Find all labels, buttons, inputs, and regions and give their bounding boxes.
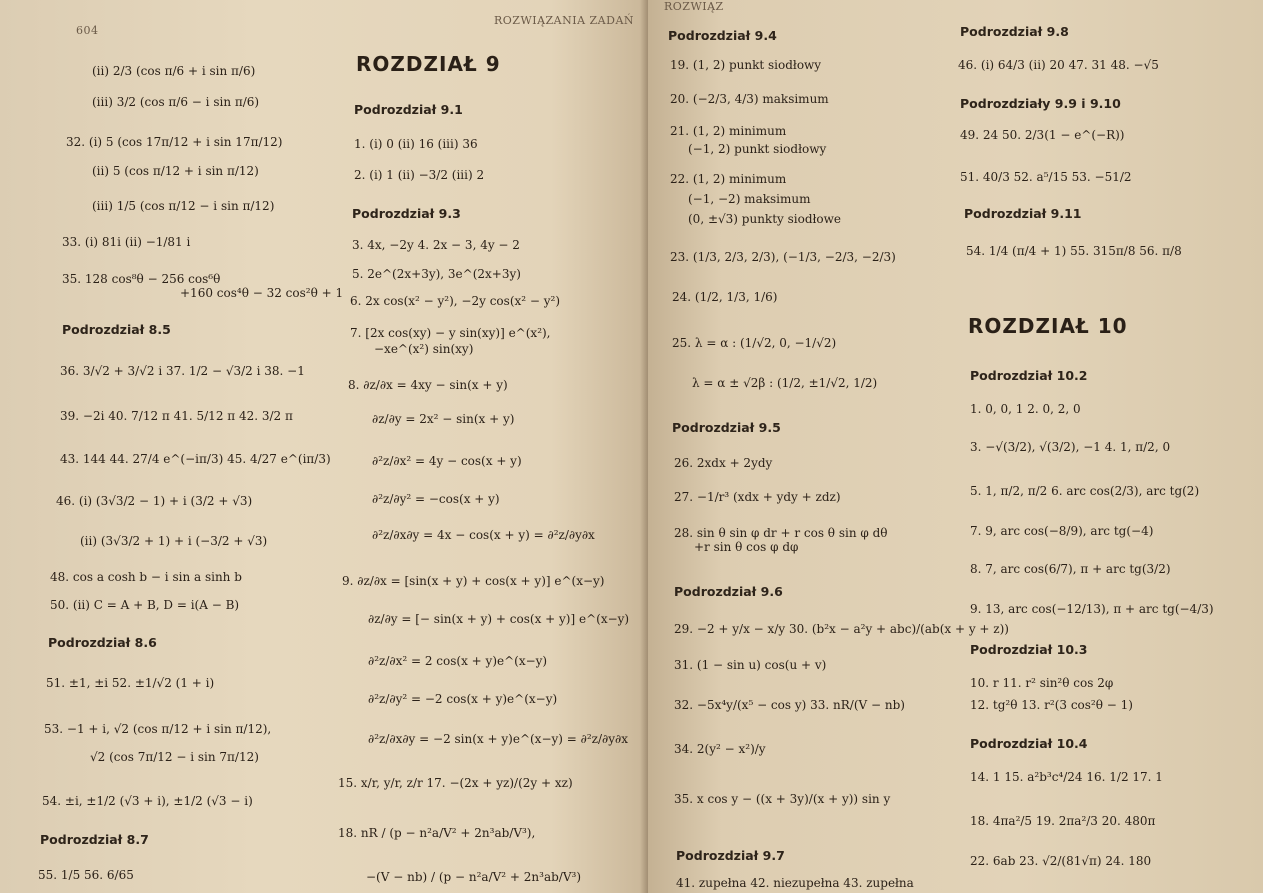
answer-entry: 14. 1 15. a²b³c⁴/24 16. 1/2 17. 1 — [970, 770, 1163, 784]
answer-entry: 43. 144 44. 27/4 e^(−iπ/3) 45. 4/27 e^(iπ/3) — [60, 452, 331, 466]
answer-entry: √2 (cos 7π/12 − i sin 7π/12) — [90, 750, 259, 764]
answer-entry: (ii) 5 (cos π/12 + i sin π/12) — [92, 164, 259, 178]
answer-entry: (0, ±√3) punkty siodłowe — [688, 212, 841, 226]
answer-entry: 35. 128 cos⁸θ − 256 cos⁶θ — [62, 272, 221, 286]
answer-entry: 22. (1, 2) minimum — [670, 172, 787, 186]
answer-entry: 1. (i) 0 (ii) 16 (iii) 36 — [354, 137, 478, 151]
running-header-right: ROZWIĄZ — [664, 0, 724, 13]
answer-entry: 9. ∂z/∂x = [sin(x + y) + cos(x + y)] e^(x−y) — [342, 574, 605, 588]
section-heading: Podrozdział 8.7 — [40, 832, 149, 847]
answer-entry: 15. x/r, y/r, z/r 17. −(2x + yz)/(2y + xz) — [338, 776, 573, 790]
section-heading: Podrozdział 10.4 — [970, 736, 1088, 751]
answer-entry: 34. 2(y² − x²)/y — [674, 742, 766, 756]
answer-entry: 26. 2xdx + 2ydy — [674, 456, 773, 470]
answer-entry: 32. −5x⁴y/(x⁵ − cos y) 33. nR/(V − nb) — [674, 698, 905, 712]
section-heading: Podrozdział 8.6 — [48, 635, 157, 650]
answer-entry: 5. 1, π/2, π/2 6. arc cos(2/3), arc tg(2) — [970, 484, 1200, 498]
answer-entry: 28. sin θ sin φ dr + r cos θ sin φ dθ — [674, 526, 888, 540]
answer-entry: 3. 4x, −2y 4. 2x − 3, 4y − 2 — [352, 238, 520, 252]
answer-entry: 53. −1 + i, √2 (cos π/12 + i sin π/12), — [44, 722, 272, 736]
answer-entry: 41. zupełna 42. niezupełna 43. zupełna — [676, 876, 914, 890]
page-number: 604 — [76, 24, 99, 37]
answer-entry: 3. −√(3/2), √(3/2), −1 4. 1, π/2, 0 — [970, 440, 1171, 454]
right-page — [648, 0, 1263, 893]
answer-entry: 46. (i) 64/3 (ii) 20 47. 31 48. −√5 — [958, 58, 1159, 72]
answer-entry: 20. (−2/3, 4/3) maksimum — [670, 92, 829, 106]
answer-entry: 51. ±1, ±i 52. ±1/√2 (1 + i) — [46, 676, 215, 690]
answer-entry: 51. 40/3 52. a⁵/15 53. −51/2 — [960, 170, 1132, 184]
answer-entry: 1. 0, 0, 1 2. 0, 2, 0 — [970, 402, 1081, 416]
section-heading: Podrozdział 9.8 — [960, 24, 1069, 39]
section-heading: Podrozdział 9.11 — [964, 206, 1082, 221]
answer-entry: (−1, −2) maksimum — [688, 192, 811, 206]
answer-entry: λ = α ± √2β : (1/2, ±1/√2, 1/2) — [692, 376, 878, 390]
answer-entry: ∂²z/∂x² = 4y − cos(x + y) — [372, 454, 522, 468]
answer-entry: 27. −1/r³ (xdx + ydy + zdz) — [674, 490, 841, 504]
answer-entry: 46. (i) (3√3/2 − 1) + i (3/2 + √3) — [56, 494, 253, 508]
answer-entry: 18. 4πa²/5 19. 2πa²/3 20. 480π — [970, 814, 1156, 828]
answer-entry: ∂²z/∂y² = −2 cos(x + y)e^(x−y) — [368, 692, 558, 706]
chapter-heading: ROZDZIAŁ 10 — [968, 314, 1128, 338]
section-heading: Podrozdział 9.3 — [352, 206, 461, 221]
answer-entry: (iii) 1/5 (cos π/12 − i sin π/12) — [92, 199, 275, 213]
answer-entry: +160 cos⁴θ − 32 cos²θ + 1 — [180, 286, 344, 300]
answer-entry: 5. 2e^(2x+3y), 3e^(2x+3y) — [352, 267, 521, 281]
answer-entry: 10. r 11. r² sin²θ cos 2φ — [970, 676, 1114, 690]
answer-entry: ∂²z/∂x∂y = 4x − cos(x + y) = ∂²z/∂y∂x — [372, 528, 595, 542]
chapter-heading: ROZDZIAŁ 9 — [356, 52, 501, 76]
answer-entry: 54. ±i, ±1/2 (√3 + i), ±1/2 (√3 − i) — [42, 794, 253, 808]
answer-entry: 35. x cos y − ((x + 3y)/(x + y)) sin y — [674, 792, 891, 806]
answer-entry: ∂z/∂y = [− sin(x + y) + cos(x + y)] e^(x−y) — [368, 612, 630, 626]
answer-entry: 39. −2i 40. 7/12 π 41. 5/12 π 42. 3/2 π — [60, 409, 293, 423]
answer-entry: (ii) (3√3/2 + 1) + i (−3/2 + √3) — [80, 534, 268, 548]
answer-entry: 2. (i) 1 (ii) −3/2 (iii) 2 — [354, 168, 485, 182]
answer-entry: 12. tg²θ 13. r²(3 cos²θ − 1) — [970, 698, 1133, 712]
answer-entry: 50. (ii) C = A + B, D = i(A − B) — [50, 598, 240, 612]
answer-entry: 32. (i) 5 (cos 17π/12 + i sin 17π/12) — [66, 135, 283, 149]
answer-entry: 7. 9, arc cos(−8/9), arc tg(−4) — [970, 524, 1154, 538]
answer-entry: 54. 1/4 (π/4 + 1) 55. 315π/8 56. π/8 — [966, 244, 1182, 258]
answer-entry: ∂²z/∂x∂y = −2 sin(x + y)e^(x−y) = ∂²z/∂y∂x — [368, 732, 628, 746]
answer-entry: 8. ∂z/∂x = 4xy − sin(x + y) — [348, 378, 508, 392]
section-heading: Podrozdział 9.6 — [674, 584, 783, 599]
answer-entry: +r sin θ cos φ dφ — [694, 540, 799, 554]
answer-entry: (−1, 2) punkt siodłowy — [688, 142, 827, 156]
answer-entry: 48. cos a cosh b − i sin a sinh b — [50, 570, 242, 584]
answer-entry: 18. nR / (p − n²a/V² + 2n³ab/V³), — [338, 826, 536, 840]
answer-entry: −xe^(x²) sin(xy) — [374, 342, 474, 356]
answer-entry: 55. 1/5 56. 6/65 — [38, 868, 134, 882]
answer-entry: 21. (1, 2) minimum — [670, 124, 787, 138]
answer-entry: 23. (1/3, 2/3, 2/3), (−1/3, −2/3, −2/3) — [670, 250, 896, 264]
section-heading: Podrozdział 9.4 — [668, 28, 777, 43]
answer-entry: 29. −2 + y/x − x/y 30. (b²x − a²y + abc)/(ab(x + y + z)) — [674, 622, 1009, 636]
section-heading: Podrozdział 10.2 — [970, 368, 1088, 383]
answer-entry: 22. 6ab 23. √2/(81√π) 24. 180 — [970, 854, 1152, 868]
answer-entry: 9. 13, arc cos(−12/13), π + arc tg(−4/3) — [970, 602, 1214, 616]
answer-entry: 25. λ = α : (1/√2, 0, −1/√2) — [672, 336, 837, 350]
answer-entry: (ii) 2/3 (cos π/6 + i sin π/6) — [92, 64, 256, 78]
answer-entry: 36. 3/√2 + 3/√2 i 37. 1/2 − √3/2 i 38. −1 — [60, 364, 305, 378]
answer-entry: ∂²z/∂y² = −cos(x + y) — [372, 492, 500, 506]
running-header: ROZWIĄZANIA ZADAŃ — [494, 14, 635, 27]
answer-entry: ∂²z/∂x² = 2 cos(x + y)e^(x−y) — [368, 654, 548, 668]
answer-entry: 49. 24 50. 2/3(1 − e^(−R)) — [960, 128, 1125, 142]
section-heading: Podrozdziały 9.9 i 9.10 — [960, 96, 1121, 111]
section-heading: Podrozdział 9.1 — [354, 102, 463, 117]
answer-entry: 19. (1, 2) punkt siodłowy — [670, 58, 822, 72]
answer-entry: 8. 7, arc cos(6/7), π + arc tg(3/2) — [970, 562, 1171, 576]
answer-entry: −(V − nb) / (p − n²a/V² + 2n³ab/V³) — [366, 870, 582, 884]
answer-entry: (iii) 3/2 (cos π/6 − i sin π/6) — [92, 95, 260, 109]
answer-entry: 6. 2x cos(x² − y²), −2y cos(x² − y²) — [350, 294, 561, 308]
answer-entry: 7. [2x cos(xy) − y sin(xy)] e^(x²), — [350, 326, 551, 340]
section-heading: Podrozdział 10.3 — [970, 642, 1088, 657]
section-heading: Podrozdział 9.5 — [672, 420, 781, 435]
section-heading: Podrozdział 8.5 — [62, 322, 171, 337]
answer-entry: 33. (i) 81i (ii) −1/81 i — [62, 235, 191, 249]
answer-entry: ∂z/∂y = 2x² − sin(x + y) — [372, 412, 515, 426]
answer-entry: 31. (1 − sin u) cos(u + v) — [674, 658, 827, 672]
section-heading: Podrozdział 9.7 — [676, 848, 785, 863]
answer-entry: 24. (1/2, 1/3, 1/6) — [672, 290, 778, 304]
